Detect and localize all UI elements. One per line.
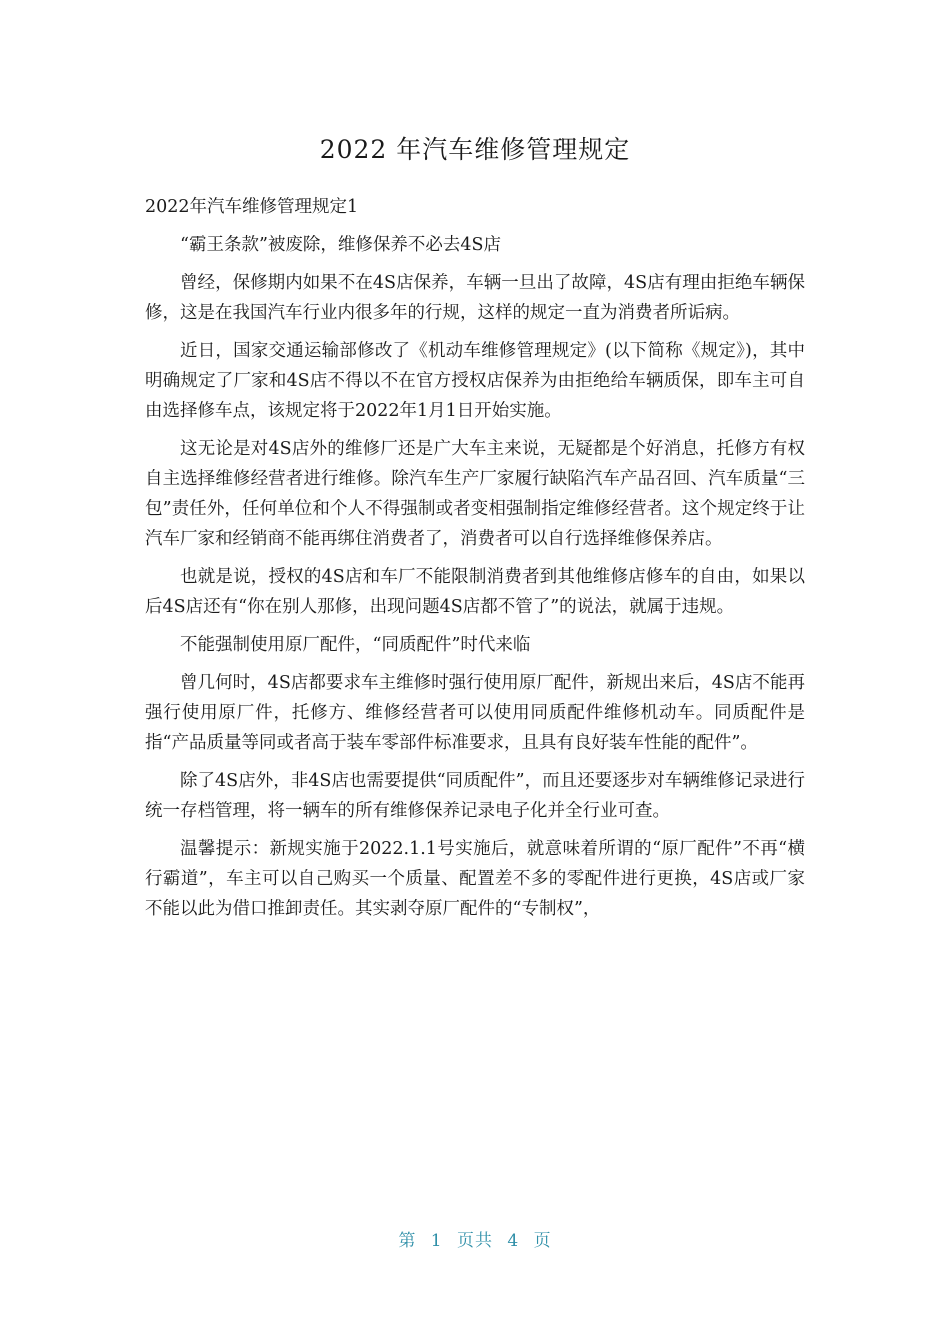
paragraph: 曾经，保修期内如果不在4S店保养，车辆一旦出了故障，4S店有理由拒绝车辆保修，这是在我国汽车行业内很多年的行规，这样的规定一直为消费者所诟病。 (145, 273, 805, 323)
footer-page-number: 1 (430, 1231, 443, 1251)
paragraph-heading: 不能强制使用原厂配件，“同质配件”时代来临 (180, 635, 531, 655)
paragraph: 曾几何时，4S店都要求车主维修时强行使用原厂配件，新规出来后，4S店不能再强行使用原厂件，托修方、维修经营者可以使用同质配件维修机动车。同质配件是指“产品质量等同或者高于装车零部件标准要求，且具有良好装车性能的配件”。 (145, 673, 805, 753)
paragraph-heading: “霸王条款”被废除，维修保养不必去4S店 (180, 235, 502, 255)
footer-prefix: 第 (398, 1231, 417, 1251)
paragraph: 除了4S店外，非4S店也需要提供“同质配件”，而且还要逐步对车辆维修记录进行统一存档管理，将一辆车的所有维修保养记录电子化并全行业可查。 (145, 771, 805, 821)
document-body (145, 192, 805, 932)
paragraph: 也就是说，授权的4S店和车厂不能限制消费者到其他维修店修车的自由，如果以后4S店还有“你在别人那修，出现问题4S店都不管了”的说法，就属于违规。 (145, 567, 805, 617)
paragraph: 近日，国家交通运输部修改了《机动车维修管理规定》(以下简称《规定》)，其中明确规定了厂家和4S店不得以不在官方授权店保养为由拒绝给车辆质保，即车主可自由选择修车点，该规定将于2022年1月1日开始实施。 (145, 341, 805, 421)
page-footer (0, 1226, 950, 1251)
footer-mid: 页共 (457, 1231, 493, 1251)
page-title: 2022 年汽车维修管理规定 (319, 135, 631, 164)
footer-total-pages: 4 (507, 1231, 520, 1251)
footer-suffix: 页 (533, 1231, 552, 1251)
paragraph: 温馨提示：新规实施于2022.1.1号实施后，就意味着所谓的“原厂配件”不再“横行霸道”，车主可以自己购买一个质量、配置差不多的零配件进行更换，4S店或厂家不能以此为借口推卸责任。其实剥夺原厂配件的“专制权”， (145, 839, 805, 919)
section-heading: 2022年汽车维修管理规定1 (145, 197, 359, 217)
paragraph: 这无论是对4S店外的维修厂还是广大车主来说，无疑都是个好消息，托修方有权自主选择维修经营者进行维修。除汽车生产厂家履行缺陷汽车产品召回、汽车质量“三包”责任外，任何单位和个人不得强制或者变相强制指定维修经营者。这个规定终于让汽车厂家和经销商不能再绑住消费者了，消费者可以自行选择维修保养店。 (145, 439, 805, 549)
